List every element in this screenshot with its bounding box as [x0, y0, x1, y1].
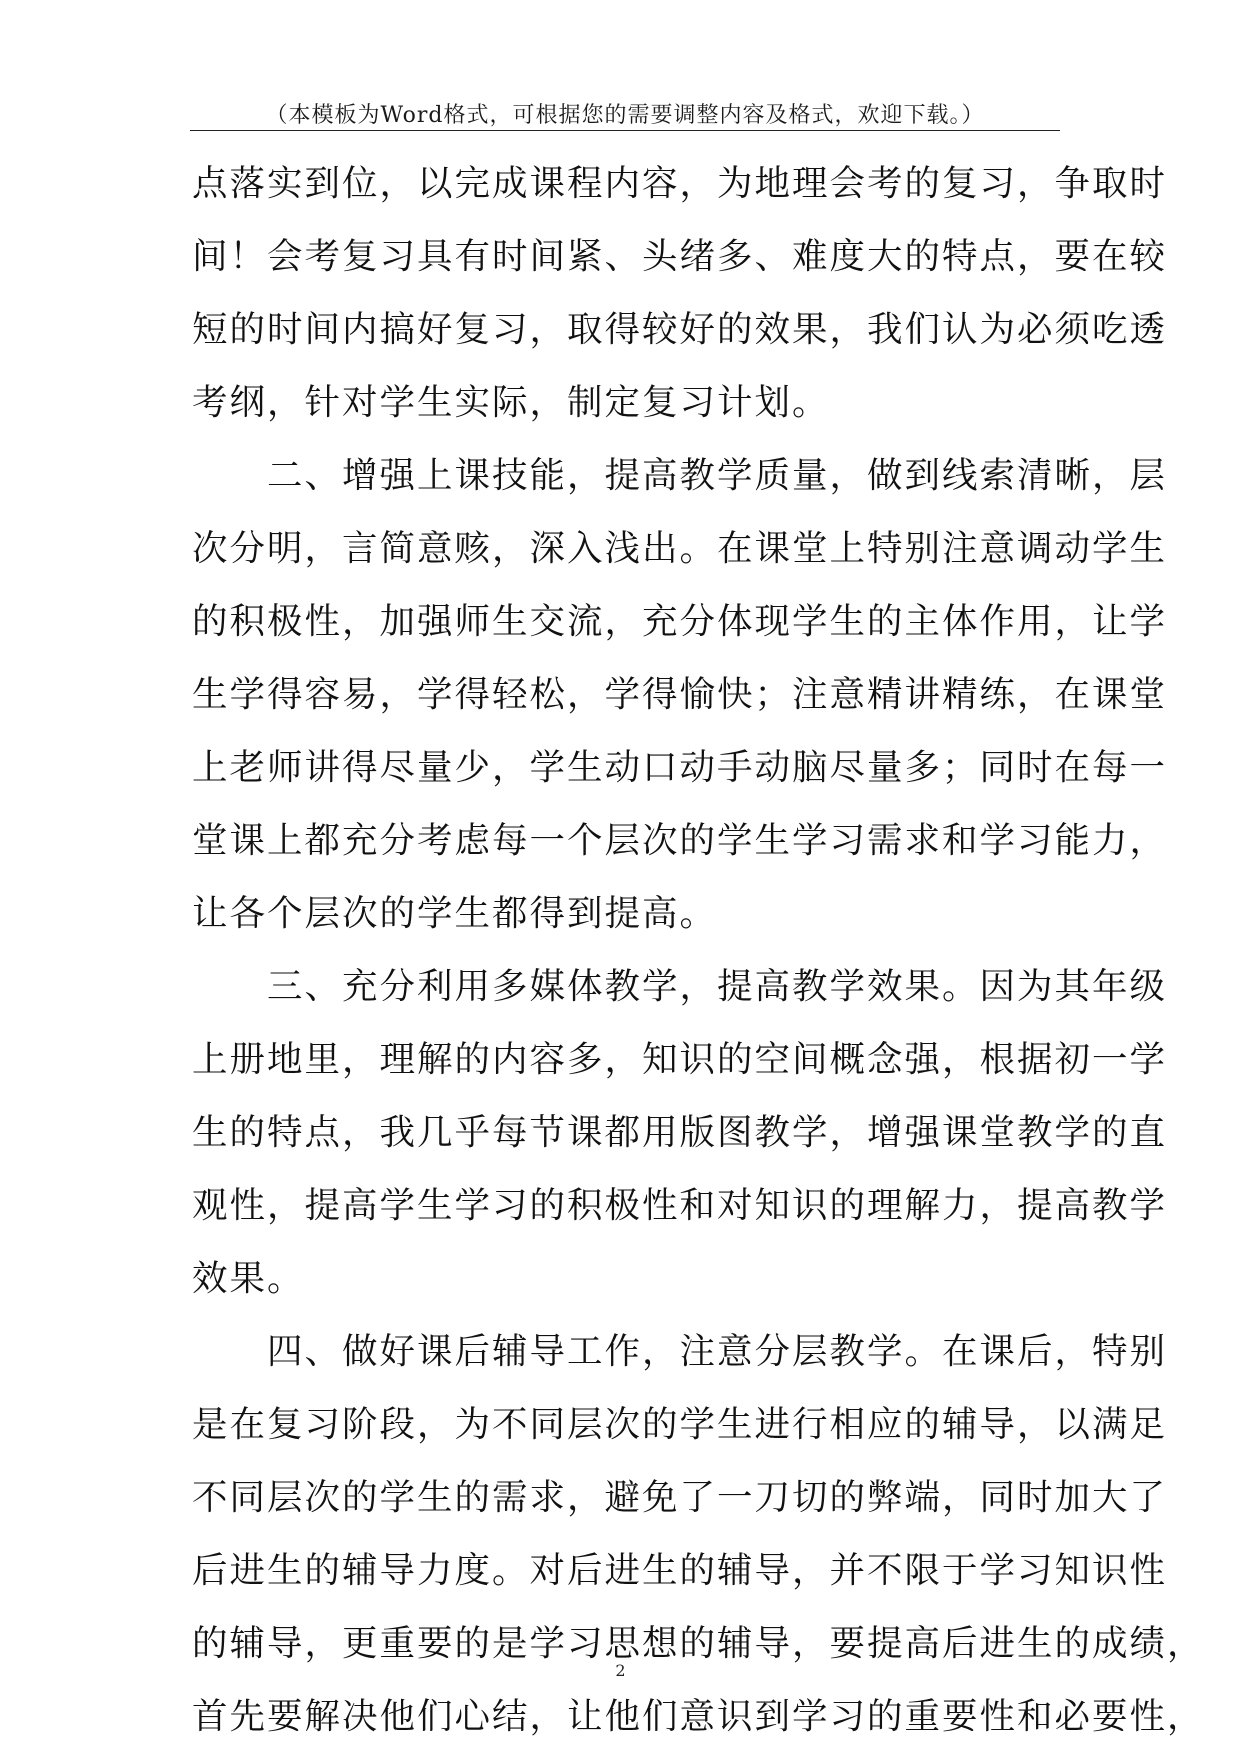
body-line: 生学得容易，学得轻松，学得愉快；注意精讲精练，在课堂 [192, 674, 1168, 715]
body-line: 后进生的辅导力度。对后进生的辅导，并不限于学习知识性 [192, 1550, 1168, 1591]
body-line: 考纲，针对学生实际，制定复习计划。 [192, 382, 830, 423]
body-line: 堂课上都充分考虑每一个层次的学生学习需求和学习能力， [192, 820, 1168, 861]
body-line: 短的时间内搞好复习，取得较好的效果，我们认为必须吃透 [192, 309, 1168, 350]
body-line: 上册地里，理解的内容多，知识的空间概念强，根据初一学 [192, 1039, 1168, 1080]
body-line: 上老师讲得尽量少，学生动口动手动脑尽量多；同时在每一 [192, 747, 1168, 788]
body-line: 生的特点，我几乎每节课都用版图教学，增强课堂教学的直 [192, 1112, 1168, 1153]
body-line: 是在复习阶段，为不同层次的学生进行相应的辅导，以满足 [192, 1404, 1168, 1445]
body-line: 不同层次的学生的需求，避免了一刀切的弊端，同时加大了 [192, 1477, 1168, 1518]
body-line: 首先要解决他们心结，让他们意识到学习的重要性和必要性， [192, 1696, 1205, 1737]
body-line: 的积极性，加强师生交流，充分体现学生的主体作用，让学 [192, 601, 1168, 642]
body-line: 效果。 [192, 1258, 305, 1299]
body-text [192, 158, 1205, 1764]
body-line: 让各个层次的学生都得到提高。 [192, 893, 718, 934]
section-two-first-line: 二、增强上课技能，提高教学质量，做到线索清晰，层 [192, 455, 1168, 496]
body-line: 间！会考复习具有时间紧、头绪多、难度大的特点，要在较 [192, 236, 1168, 277]
body-line: 次分明，言简意赅，深入浅出。在课堂上特别注意调动学生 [192, 528, 1168, 569]
section-four-first-line: 四、做好课后辅导工作，注意分层教学。在课后，特别 [192, 1331, 1168, 1372]
template-header-note: （本模板为Word格式，可根据您的需要调整内容及格式，欢迎下载。） [265, 103, 985, 128]
header-divider [190, 130, 1060, 131]
body-line: 点落实到位，以完成课程内容，为地理会考的复习，争取时 [192, 163, 1168, 204]
body-line: 观性，提高学生学习的积极性和对知识的理解力，提高教学 [192, 1185, 1168, 1226]
section-three-first-line: 三、充分利用多媒体教学，提高教学效果。因为其年级 [192, 966, 1168, 1007]
page-number: 2 [615, 1661, 626, 1680]
body-line: 的辅导，更重要的是学习思想的辅导，要提高后进生的成绩， [192, 1623, 1205, 1664]
